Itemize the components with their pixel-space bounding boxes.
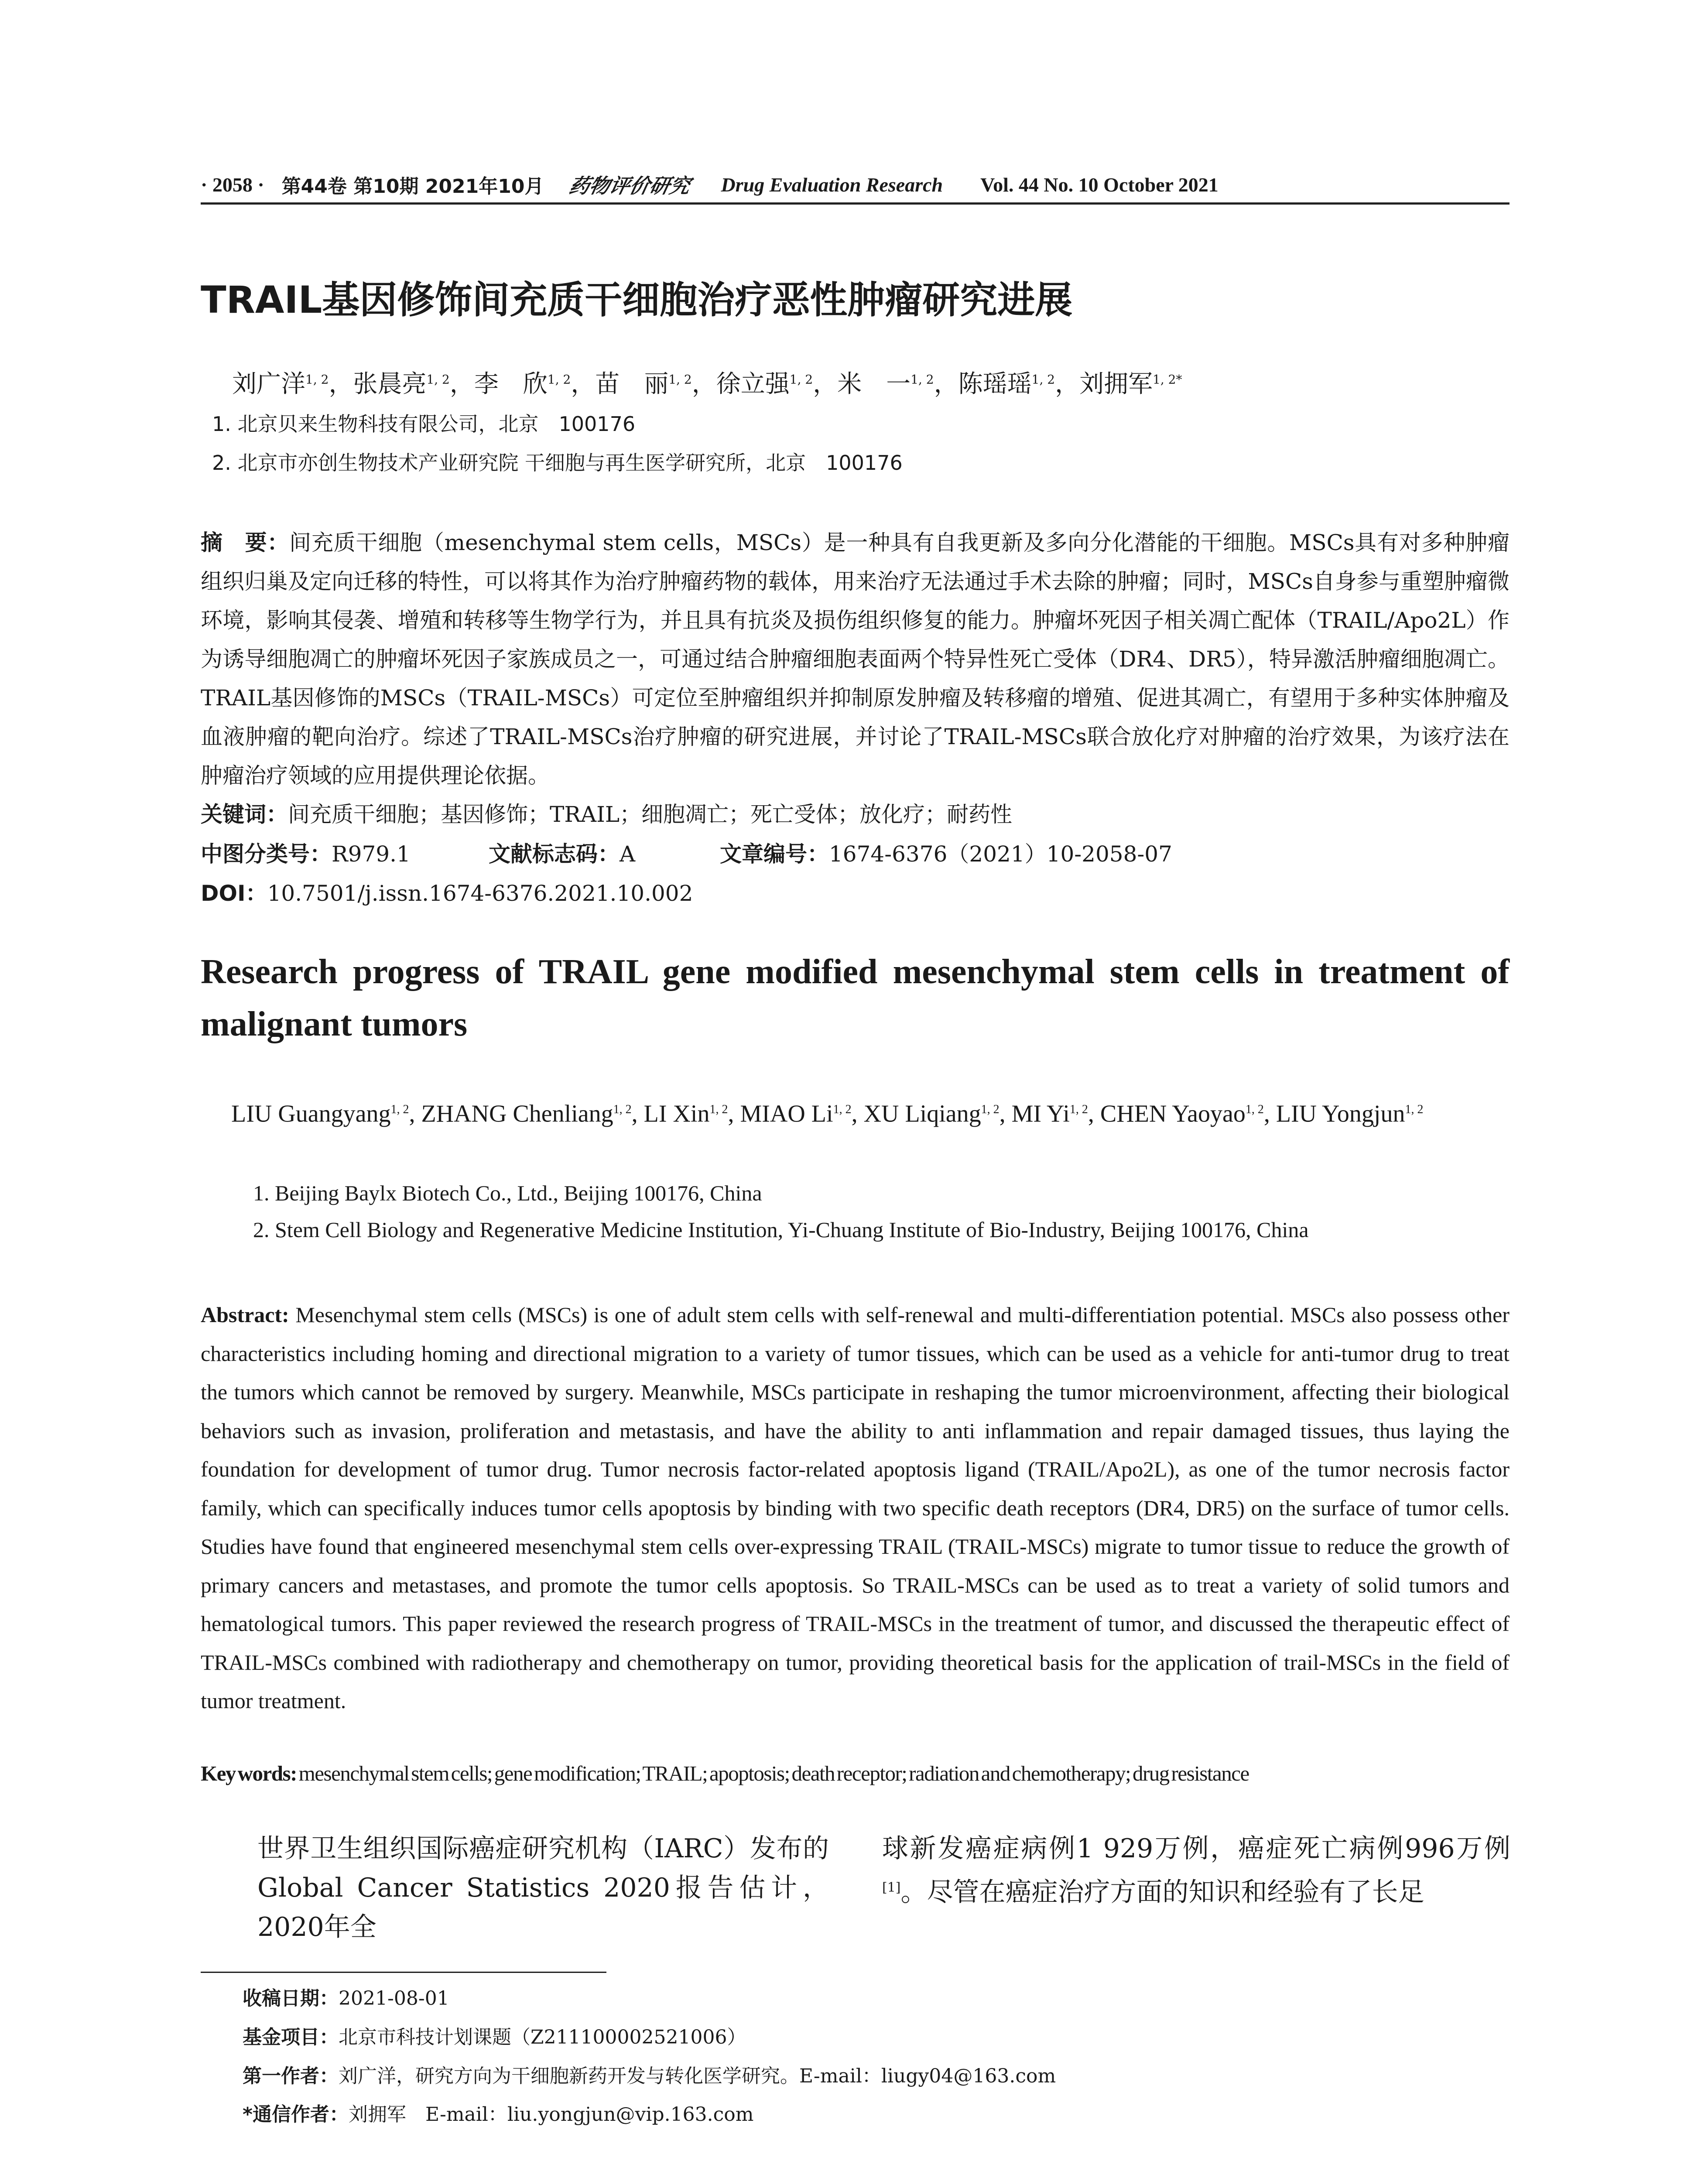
author-affiliation-mark: 1, 2 xyxy=(1031,372,1055,387)
author-name-en: ZHANG Chenliang xyxy=(421,1100,613,1128)
journal-logo: 药物评价研究 xyxy=(567,174,693,198)
author-name-en: LIU Yongjun xyxy=(1276,1100,1405,1128)
header-rule xyxy=(201,202,1509,205)
article-number: 1674-6376（2021）10-2058-07 xyxy=(829,841,1172,867)
author-name: 刘拥军 xyxy=(1079,370,1153,398)
keywords-en xyxy=(201,1761,1509,1786)
page-number: · 2058 · xyxy=(201,173,264,196)
author-affiliation-mark: 1, 2 xyxy=(390,1103,409,1116)
author-name-en: LIU Guangyang xyxy=(231,1100,391,1128)
author-name: 陈瑶瑶 xyxy=(958,370,1032,398)
volume-issue-en: Vol. 44 No. 10 October 2021 xyxy=(980,173,1219,196)
author-affiliation-mark: 1, 2 xyxy=(789,372,813,387)
classification-row xyxy=(201,837,1509,868)
abstract-en xyxy=(201,1296,1509,1720)
author-name: 张晨亮 xyxy=(353,370,427,398)
affiliation-zh-1: 1. 北京贝来生物科技有限公司，北京 100176 xyxy=(212,412,636,436)
abstract-en-label: Abstract: xyxy=(201,1302,289,1327)
author-affiliation-mark: 1, 2 xyxy=(1405,1103,1424,1116)
author-list-zh: 刘广洋$^{1, 2}$，张晨亮$^{1, 2}$，李 欣$^{1, 2}$，苗 丽$^{1, 2}$，徐立强$^{1, 2}$，米 一$^{1, 2}$，陈瑶瑶$^{1, 2}$，刘拥军$^{1, 2*}$ xyxy=(232,370,1182,398)
author-affiliation-mark: 1, 2 xyxy=(305,372,329,387)
abstract-zh xyxy=(201,523,1509,795)
article-title-zh: TRAIL基因修饰间充质干细胞治疗恶性肿瘤研究进展 xyxy=(201,278,1073,322)
clc-number: R979.1 xyxy=(332,841,411,867)
footnote-label: *通信作者： xyxy=(243,2103,349,2126)
footnote-funding xyxy=(243,2021,746,2049)
author-affiliation-mark: 1, 2 xyxy=(981,1103,999,1116)
affiliation-en-2: 2. Stem Cell Biology and Regenerative Medicine Institution, Yi-Chuang Institute of Bio-Industry, Beijing 100176, China xyxy=(253,1217,1309,1242)
journal-name-en: Drug Evaluation Research xyxy=(721,173,943,196)
body-column-right xyxy=(882,1829,1510,1912)
body-text: 球新发癌症病例1 929万例，癌症死亡病例996万例 xyxy=(882,1833,1510,1864)
affiliation-en-1: 1. Beijing Baylx Biotech Co., Ltd., Beijing 100176, China xyxy=(253,1181,762,1205)
author-name-en: CHEN Yaoyao xyxy=(1100,1100,1246,1128)
footnote-label: 第一作者： xyxy=(243,2065,339,2087)
keywords-en-text: mesenchymal stem cells; gene modification; TRAIL; apoptosis; death receptor; radiation and chemotherapy; drug resistance xyxy=(296,1761,1249,1785)
footnote-label: 基金项目： xyxy=(243,2026,339,2048)
author-list-en: LIU Guangyang$^{1, 2}$, ZHANG Chenliang$^{1, 2}$, LI Xin$^{1, 2}$, MIAO Li$^{1, 2}$, XU Liqiang$^{1, 2}$, MI Yi$^{1, 2}$, CHEN Yaoyao$^{1, 2}$, LIU Yongjun$^{1, 2}$ xyxy=(231,1100,1424,1128)
body-column-left xyxy=(201,1829,829,1947)
footnote-text: 刘拥军 E-mail：liu.yongjun@vip.163.com xyxy=(349,2103,754,2126)
keywords-en-label: Key words: xyxy=(201,1761,297,1785)
abstract-zh-text: 间充质干细胞（mesenchymal stem cells，MSCs）是一种具有自我更新及多向分化潜能的干细胞。MSCs具有对多种肿瘤组织归巢及定向迁移的特性，可以将其作为治疗肿瘤药物的载体，用来治疗无法通过手术去除的肿瘤；同时，MSCs自身参与重塑肿瘤微环境，影响其侵袭、增殖和转移等生物学行为，并且具有抗炎及损伤组织修复的能力。肿瘤坏死因子相关凋亡配体（TRAIL/Apo2L）作为诱导细胞凋亡的肿瘤坏死因子家族成员之一，可通过结合肿瘤细胞表面两个特异性死亡受体（DR4、DR5），特异激活肿瘤细胞凋亡。TRAIL基因修饰的MSCs（TRAIL-MSCs）可定位至肿瘤组织并抑制原发肿瘤及转移瘤的增殖、促进其凋亡，有望用于多种实体肿瘤及血液肿瘤的靶向治疗。综述了TRAIL-MSCs治疗肿瘤的研究进展，并讨论了TRAIL-MSCs联合放化疗对肿瘤的治疗效果，为该疗法在肿瘤治疗领域的应用提供理论依据。 xyxy=(201,530,1510,788)
keywords-zh-label: 关键词： xyxy=(201,802,288,827)
body-paragraph: 世界卫生组织国际癌症研究机构（IARC）发布的Global Cancer Statistics 2020报告估计，2020年全 xyxy=(257,1833,829,1942)
author-affiliation-mark: 1, 2 xyxy=(910,372,934,387)
footnote-first-author xyxy=(243,2060,1056,2088)
footnote-label: 收稿日期： xyxy=(243,1987,339,2010)
author-name-en: XU Liqiang xyxy=(863,1100,981,1128)
author-affiliation-mark: 1, 2 xyxy=(1245,1103,1264,1116)
footnote-corresponding xyxy=(243,2099,753,2126)
affiliation-zh-2: 2. 北京市亦创生物技术产业研究院 干细胞与再生医学研究所，北京 100176 xyxy=(212,451,903,475)
abstract-en-text: Mesenchymal stem cells (MSCs) is one of adult stem cells with self-renewal and multi-differentiation potential. MSCs also possess other characteristics including homing and directional migration to a variety of tumor tissues, which can be used as a vehicle for anti-tumor drug to treat the tumors which cannot be removed by surgery. Meanwhile, MSCs participate in reshaping the tumor microenvironment, affecting their biological behaviors such as invasion, proliferation and metastasis, and have the ability to anti inflammation and repair damaged tissues, thus laying the foundation for development of tumor drug. Tumor necrosis factor-related apoptosis ligand (TRAIL/Apo2L), as one of the tumor necrosis factor family, which can specifically induces tumor cells apoptosis by binding with two specific death receptors (DR4, DR5) on the surface of tumor cells. Studies have found that engineered mesenchymal stem cells over-expressing TRAIL (TRAIL-MSCs) migrate to tumor tissue to reduce the growth of primary cancers and metastases, and promote the tumor cells apoptosis. So TRAIL-MSCs can be used as to treat a variety of solid tumors and hematological tumors. This paper reviewed the research progress of TRAIL-MSCs in the treatment of tumor, and discussed the therapeutic effect of TRAIL-MSCs combined with radiotherapy and chemotherapy on tumor, providing theoretical basis for the application of trail-MSCs in the field of tumor treatment. xyxy=(201,1302,1509,1713)
volume-issue-zh: 第44卷 第10期 2021年10月 xyxy=(281,175,544,198)
footnote-received xyxy=(243,1983,449,2010)
article-title-en: Research progress of TRAIL gene modified mesenchymal stem cells in treatment of malignant tumors xyxy=(201,953,1509,1043)
author-affiliation-mark: 1, 2 xyxy=(1069,1103,1088,1116)
author-affiliation-mark: 1, 2 xyxy=(709,1103,728,1116)
running-head xyxy=(201,169,1509,200)
author-affiliation-mark: 1, 2 xyxy=(613,1103,632,1116)
author-name-en: LI Xin xyxy=(643,1100,710,1128)
author-name: 米 一 xyxy=(837,370,911,398)
doi-line xyxy=(201,876,693,907)
doi-value[interactable]: 10.7501/j.issn.1674-6376.2021.10.002 xyxy=(267,881,693,906)
keywords-zh xyxy=(201,797,1012,828)
author-affiliation-mark: 1, 2 xyxy=(547,372,571,387)
citation-ref[interactable]: [1] xyxy=(882,1880,901,1895)
author-name-en: MIAO Li xyxy=(740,1100,833,1128)
footnote-text: 2021-08-01 xyxy=(339,1987,449,2010)
doi-label: DOI： xyxy=(201,881,267,906)
article-number-label: 文章编号： xyxy=(720,841,829,867)
document-code: A xyxy=(620,841,636,867)
author-affiliation-mark: 1, 2* xyxy=(1153,372,1182,387)
document-code-label: 文献标志码： xyxy=(489,841,620,867)
author-affiliation-mark: 1, 2 xyxy=(426,372,450,387)
abstract-zh-label: 摘 要： xyxy=(201,530,290,555)
footnote-text: 刘广洋，研究方向为干细胞新药开发与转化医学研究。E-mail：liugy04@163.com xyxy=(339,2065,1056,2087)
author-name: 苗 丽 xyxy=(595,370,669,398)
author-name: 刘广洋 xyxy=(232,370,305,398)
clc-label: 中图分类号： xyxy=(201,841,332,867)
author-name: 李 欣 xyxy=(474,370,548,398)
author-affiliation-mark: 1, 2 xyxy=(668,372,692,387)
footnote-rule xyxy=(201,1972,606,1973)
author-name: 徐立强 xyxy=(716,370,790,398)
author-name-en: MI Yi xyxy=(1011,1100,1070,1128)
keywords-zh-text: 间充质干细胞；基因修饰；TRAIL；细胞凋亡；死亡受体；放化疗；耐药性 xyxy=(288,802,1013,827)
author-affiliation-mark: 1, 2 xyxy=(833,1103,852,1116)
footnote-text: 北京市科技计划课题（Z211100002521006） xyxy=(339,2026,746,2048)
body-text: 。尽管在癌症治疗方面的知识和经验有了长足 xyxy=(900,1877,1424,1908)
